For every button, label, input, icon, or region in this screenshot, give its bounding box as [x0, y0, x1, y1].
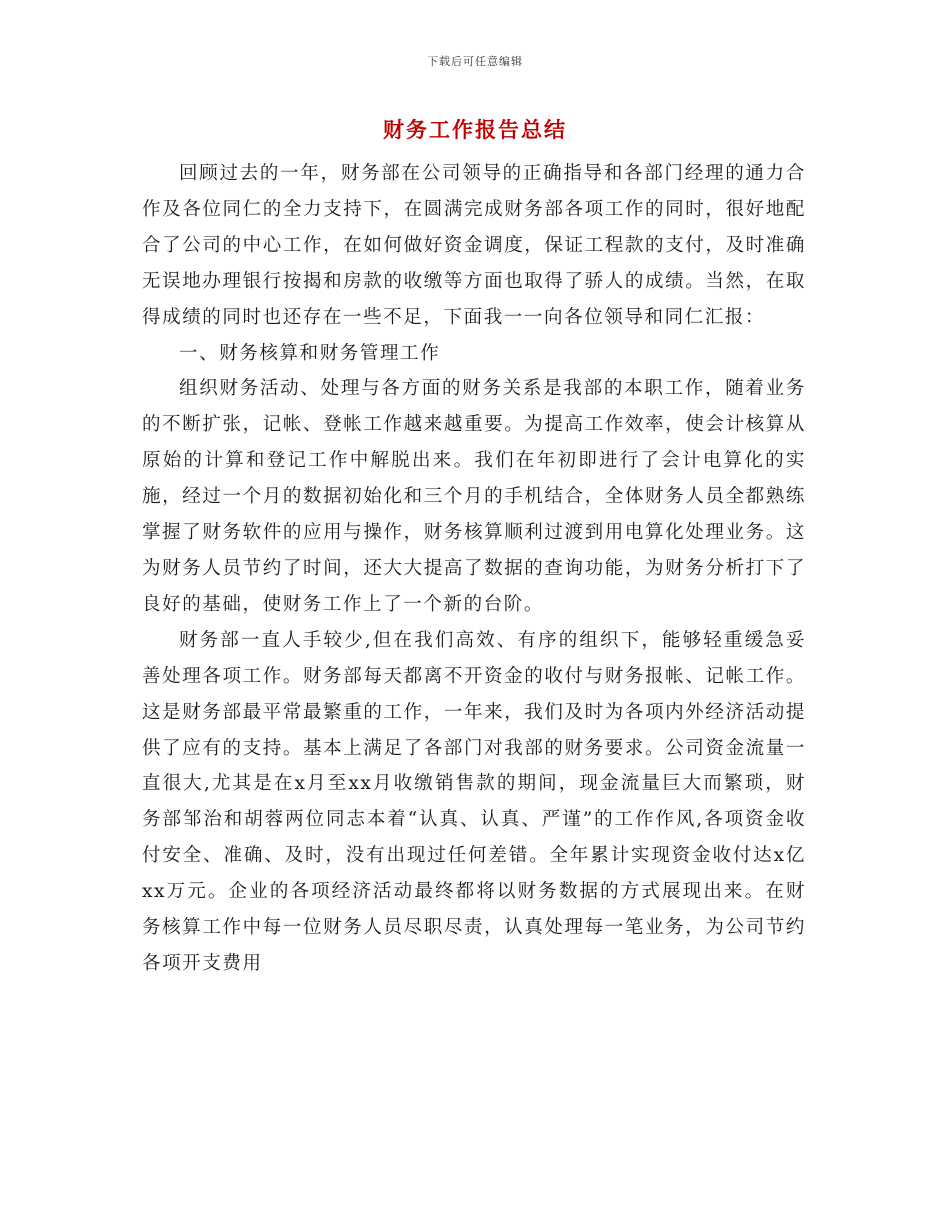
document-title: 财务工作报告总结 [383, 117, 567, 142]
paragraph-accounting: 组织财务活动、处理与各方面的财务关系是我部的本职工作，随着业务的不断扩张，记帐、登帐工作越来越重要。为提高工作效率，使会计核算从原始的计算和登记工作中解脱出来。我们在年初即进行了会计电算化的实施，经过一个月的数据初始化和三个月的手机结合，全体财务人员全都熟练掌握了财务软件的应用与操作，财务核算顺利过渡到用电算化处理业务。这为财务人员节约了时间，还大大提高了数据的查询功能，为财务分析打下了良好的基础，使财务工作上了一个新的台阶。 [142, 378, 806, 615]
section-heading-1: 一、财务核算和财务管理工作 [179, 342, 441, 364]
document-body [142, 156, 806, 982]
paragraph-intro: 回顾过去的一年，财务部在公司领导的正确指导和各部门经理的通力合作及各位同仁的全力支持下，在圆满完成财务部各项工作的同时，很好地配合了公司的中心工作，在如何做好资金调度，保证工程款的支付，及时准确无误地办理银行按揭和房款的收缴等方面也取得了骄人的成绩。当然，在取得成绩的同时也还存在一些不足，下面我一一向各位领导和同仁汇报： [142, 163, 806, 328]
paragraph-operations: 财务部一直人手较少,但在我们高效、有序的组织下，能够轻重缓急妥善处理各项工作。财务部每天都离不开资金的收付与财务报帐、记帐工作。这是财务部最平常最繁重的工作，一年来，我们及时为各项内外经济活动提供了应有的支持。基本上满足了各部门对我部的财务要求。公司资金流量一直很大,尤其是在x月至xx月收缴销售款的期间，现金流量巨大而繁琐，财务部邹治和胡蓉两位同志本着“认真、认真、严谨”的工作作风,各项资金收付安全、准确、及时，没有出现过任何差错。全年累计实现资金收付达x亿xx万元。企业的各项经济活动最终都将以财务数据的方式展现出来。在财务核算工作中每一位财务人员尽职尽责，认真处理每一笔业务，为公司节约各项开支费用 [142, 629, 806, 974]
header-note: 下载后可任意编辑 [427, 55, 523, 68]
